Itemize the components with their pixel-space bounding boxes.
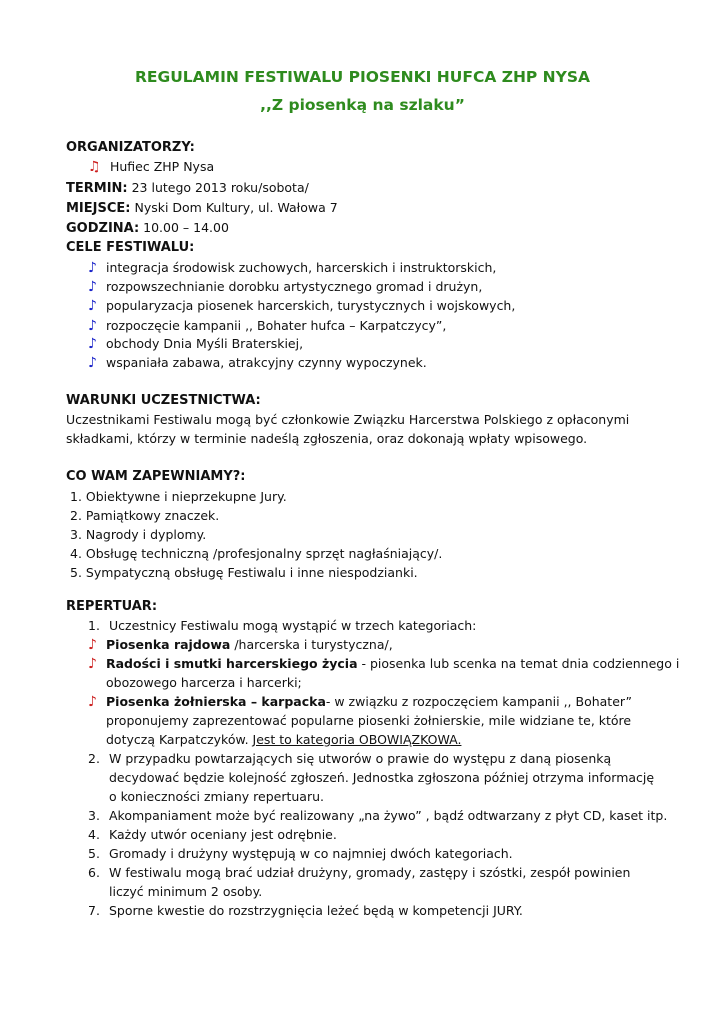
provide-item: 1. Obiektywne i nieprzekupne Jury. [70,489,287,504]
category-desc: - w związku z rozpoczęciem kampanii ,, Bohater” [325,694,633,709]
term-value: 23 lutego 2013 roku/sobota/ [131,180,309,195]
place-value: Nyski Dom Kultury, ul. Wałowa 7 [134,200,338,215]
conditions-heading: WARUNKI UCZESTNICTWA: [66,393,261,408]
category-item [88,656,679,672]
mandatory-note: Jest to kategoria OBOWIĄZKOWA. [252,732,462,747]
music-note-icon: ♪ [88,637,97,653]
repertoire-heading: REPERTUAR: [66,599,158,614]
organizer-text: Hufiec ZHP Nysa [109,159,215,174]
repertoire-item-2: W przypadku powtarzających się utworów o prawie do występu z daną piosenką [109,751,612,766]
music-note-icon: ♫ [88,159,101,175]
repertoire-item-2-cont: o konieczności zmiany repertuaru. [109,789,324,804]
goal-item [88,336,303,352]
repertoire-item-4: Każdy utwór oceniany jest odrębnie. [109,827,337,842]
place-label: MIEJSCE: [66,201,131,216]
goal-item [88,355,427,371]
category-desc: /harcerska i turystyczna/, [230,637,393,652]
list-number: 2. [88,751,100,766]
goal-text: rozpowszechnianie dorobku artystycznego gromad i drużyn, [106,279,483,294]
category-desc-cont [106,732,461,748]
category-item [88,637,393,653]
place-row [66,200,338,217]
category-name: Radości i smutki harcerskiego życia [106,656,358,671]
repertoire-item-6: W festiwalu mogą brać udział drużyny, gromady, zastępy i szóstki, zespół powinien [109,865,631,880]
hour-label: GODZINA: [66,221,140,236]
goal-text: wspaniała zabawa, atrakcyjny czynny wypoczynek. [106,355,427,370]
music-note-icon: ♪ [88,318,97,334]
provide-item: 5. Sympatyczną obsługę Festiwalu i inne niespodzianki. [70,565,418,580]
music-note-icon: ♪ [88,694,97,710]
category-desc: - piosenka lub scenka na temat dnia codziennego i [357,656,680,671]
term-label: TERMIN: [66,181,128,196]
goal-item [88,298,515,314]
list-number: 4. [88,827,100,842]
goal-item [88,318,446,334]
goal-text: obchody Dnia Myśli Braterskiej, [106,336,304,351]
provide-item: 2. Pamiątkowy znaczek. [70,508,220,523]
category-desc-cont: proponujemy zaprezentować popularne piosenki żołnierskie, mile widziane te, które [106,713,632,728]
music-note-icon: ♪ [88,656,97,672]
list-number: 5. [88,846,100,861]
organizers-heading: ORGANIZATORZY: [66,140,195,155]
goal-text: integracja środowisk zuchowych, harcerskich i instruktorskich, [106,260,497,275]
repertoire-item-1: Uczestnicy Festiwalu mogą wystąpić w trzech kategoriach: [109,618,477,633]
goal-text: rozpoczęcie kampanii ,, Bohater hufca – Karpatczycy”, [106,318,447,333]
repertoire-item-5: Gromady i drużyny występują w co najmniej dwóch kategoriach. [109,846,513,861]
category-desc-cont: obozowego harcerza i harcerki; [106,675,302,690]
provide-item: 4. Obsługę techniczną /profesjonalny sprzęt nagłaśniający/. [70,546,443,561]
music-note-icon: ♪ [88,355,97,371]
list-number: 1. [88,618,100,633]
category-name: Piosenka żołnierska – karpacka [106,694,326,709]
repertoire-item-2-cont: decydować będzie kolejność zgłoszeń. Jednostka zgłoszona później otrzyma informację [109,770,655,785]
hour-row [66,220,229,237]
list-number: 3. [88,808,100,823]
music-note-icon: ♪ [88,298,97,314]
goals-heading: CELE FESTIWALU: [66,240,195,255]
repertoire-item-3: Akompaniament może być realizowany „na żywo” , bądź odtwarzany z płyt CD, kaset itp. [109,808,668,823]
organizer-item [88,159,214,175]
goal-text: popularyzacja piosenek harcerskich, turystycznych i wojskowych, [106,298,516,313]
music-note-icon: ♪ [88,336,97,352]
conditions-text-line-1: Uczestnikami Festiwalu mogą być członkowie Związku Harcerstwa Polskiego z opłaconymi [66,412,630,427]
goal-item [88,260,496,276]
list-number: 6. [88,865,100,880]
category-item [88,694,632,710]
music-note-icon: ♪ [88,279,97,295]
hour-value: 10.00 – 14.00 [143,220,229,235]
conditions-text-line-2: składkami, którzy w terminie nadeślą zgłoszenia, oraz dokonają wpłaty wpisowego. [66,431,588,446]
music-note-icon: ♪ [88,260,97,276]
provide-item: 3. Nagrody i dyplomy. [70,527,207,542]
provide-heading: CO WAM ZAPEWNIAMY?: [66,469,246,484]
category-desc-text: dotyczą Karpatczyków. [106,732,253,747]
title-line-2: ,,Z piosenką na szlaku” [260,96,465,114]
goal-item [88,279,482,295]
repertoire-item-6-cont: liczyć minimum 2 osoby. [109,884,263,899]
category-name: Piosenka rajdowa [106,637,231,652]
list-number: 7. [88,903,100,918]
term-row [66,180,309,197]
repertoire-item-7: Sporne kwestie do rozstrzygnięcia leżeć będą w kompetencji JURY. [109,903,523,918]
title-line-1: REGULAMIN FESTIWALU PIOSENKI HUFCA ZHP NYSA [134,68,591,86]
